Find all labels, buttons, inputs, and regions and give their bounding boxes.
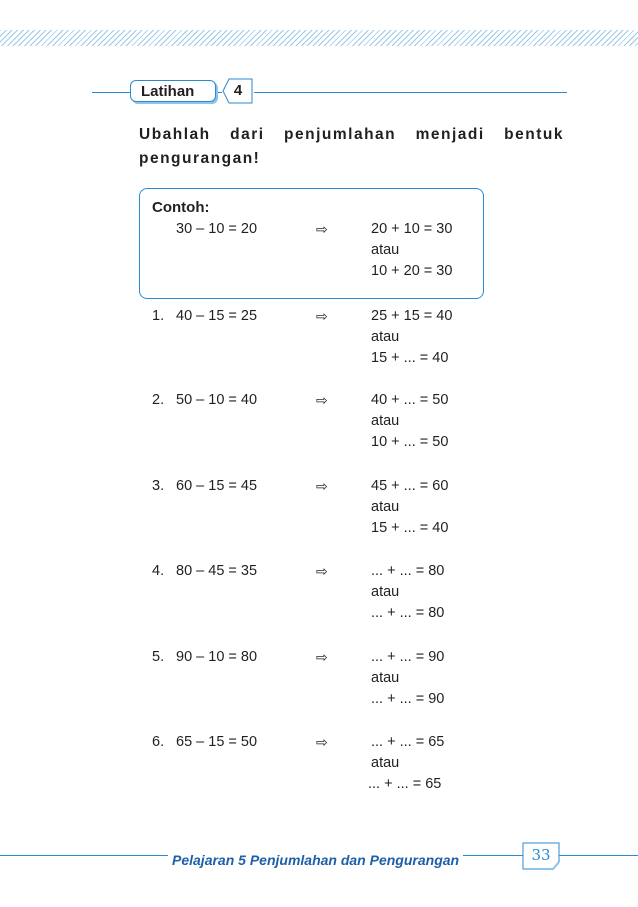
- arrow-icon: ⇨: [316, 649, 328, 665]
- problem-number: 4.: [152, 563, 165, 579]
- problem-subtraction: 65 – 15 = 50: [176, 734, 258, 750]
- problem-addition-2: ... + ... = 80: [371, 605, 445, 621]
- problem-addition-2: ... + ... = 90: [371, 691, 445, 707]
- problem-subtraction: 90 – 10 = 80: [176, 649, 258, 665]
- problem-addition-2: 15 + ... = 40: [371, 520, 449, 536]
- problem-subtraction: 60 – 15 = 45: [176, 478, 258, 494]
- problem-subtraction: 80 – 45 = 35: [176, 563, 258, 579]
- problem-addition-1: 45 + ... = 60: [371, 478, 449, 494]
- problem-number: 6.: [152, 734, 165, 750]
- problem-addition-1: ... + ... = 65: [371, 734, 445, 750]
- arrow-icon: ⇨: [316, 308, 328, 324]
- decorative-hatch-band: [0, 30, 638, 46]
- problem-atau: atau: [371, 413, 400, 429]
- problem-atau: atau: [371, 584, 400, 600]
- problem-addition-1: 25 + 15 = 40: [371, 308, 453, 324]
- problem-number: 3.: [152, 478, 165, 494]
- example-line3: 10 + 20 = 30: [371, 263, 453, 279]
- instruction-text: Ubahlah dari penjumlahan menjadi bentuk pengurangan!: [139, 126, 564, 167]
- exercise-label: Latihan: [130, 80, 216, 102]
- example-line1: 20 + 10 = 30: [371, 221, 453, 237]
- problem-addition-1: ... + ... = 80: [371, 563, 445, 579]
- problem-number: 5.: [152, 649, 165, 665]
- exercise-number-text: 4: [233, 82, 243, 99]
- problem-addition-2: 15 + ... = 40: [371, 350, 449, 366]
- problem-addition-2: 10 + ... = 50: [371, 434, 449, 450]
- problem-number: 2.: [152, 392, 165, 408]
- example-title: Contoh:: [152, 199, 210, 216]
- problem-addition-1: ... + ... = 90: [371, 649, 445, 665]
- arrow-icon: ⇨: [316, 392, 328, 408]
- problem-atau: atau: [371, 755, 400, 771]
- problem-atau: atau: [371, 499, 400, 515]
- problem-addition-2: ... + ... = 65: [368, 776, 442, 792]
- problem-atau: atau: [371, 329, 400, 345]
- problem-subtraction: 40 – 15 = 25: [176, 308, 258, 324]
- page-number: [520, 842, 562, 870]
- arrow-icon: ⇨: [316, 563, 328, 579]
- example-line2: atau: [371, 242, 400, 258]
- chapter-title: Pelajaran 5 Penjumlahan dan Pengurangan: [168, 852, 463, 868]
- problem-subtraction: 50 – 10 = 40: [176, 392, 258, 408]
- problem-atau: atau: [371, 670, 400, 686]
- arrow-icon: ⇨: [316, 734, 328, 750]
- problem-number: 1.: [152, 308, 165, 324]
- example-arrow-icon: ⇨: [316, 221, 328, 237]
- exercise-number: [222, 78, 254, 104]
- example-left: 30 – 10 = 20: [176, 221, 258, 237]
- arrow-icon: ⇨: [316, 478, 328, 494]
- problem-addition-1: 40 + ... = 50: [371, 392, 449, 408]
- page-number-text: 33: [531, 846, 551, 864]
